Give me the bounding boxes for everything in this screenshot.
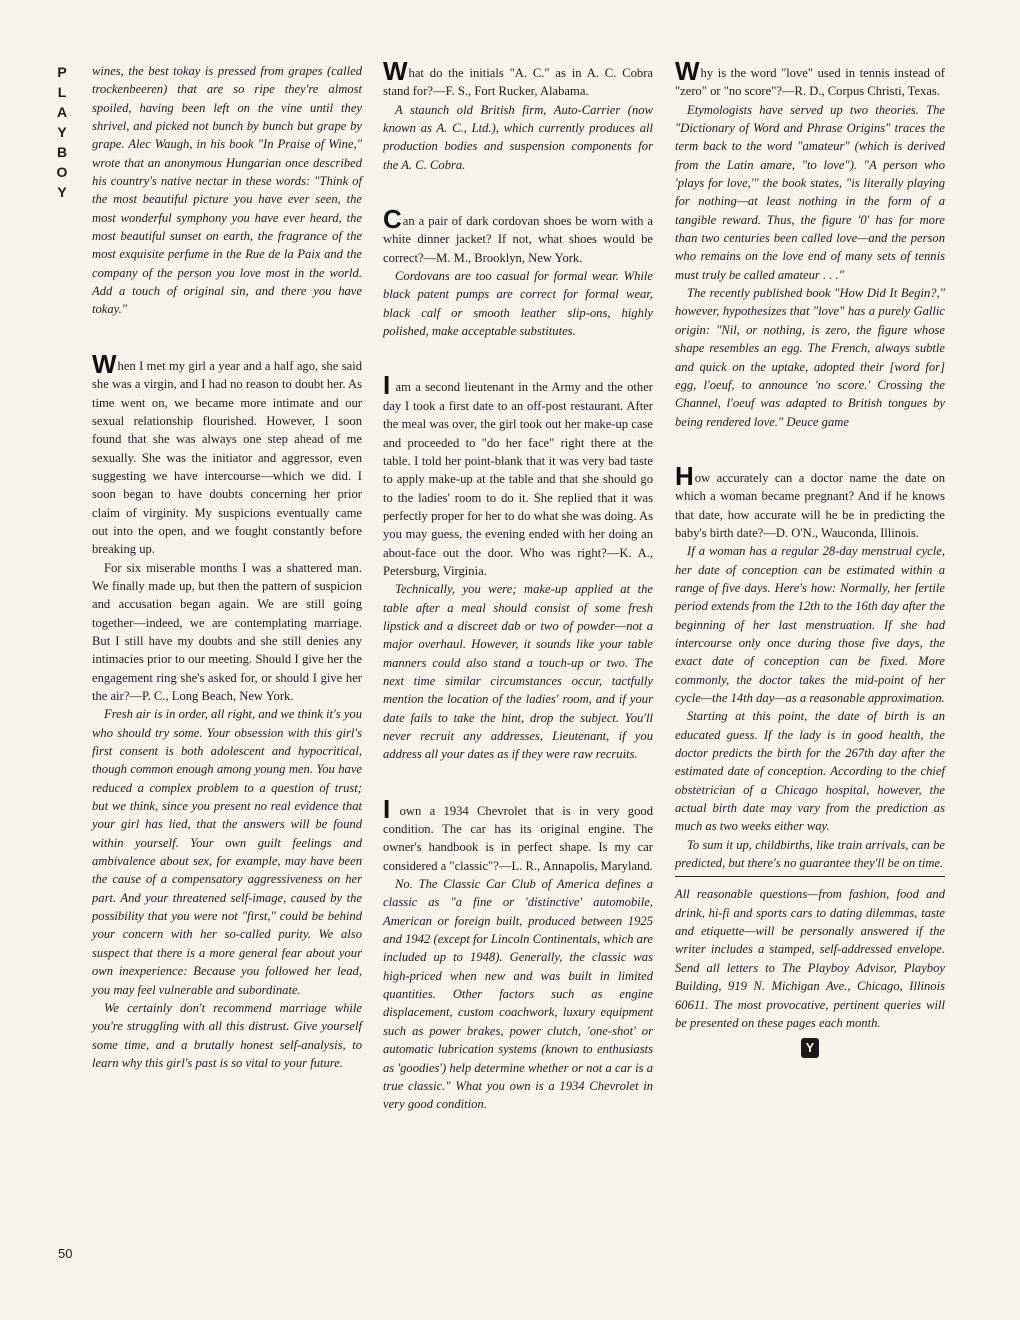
drop-initial: C (383, 204, 402, 235)
column-1 (92, 62, 362, 1072)
advisor-note: All reasonable questions—from fashion, food and drink, hi-fi and sports cars to dating dilemmas, taste and etiquette—will be personally answered if the writer includes a stamped, self-addressed envelope. Send all letters to The Playboy Advisor, Playboy Building, 919 N. Michigan Ave., Chicago, Illinois 60611. The most provocative, pertinent queries will be presented on these pages each month. (675, 887, 945, 1030)
question-ac-cobra (383, 56, 653, 101)
question-make-up (383, 370, 653, 580)
masthead: P L A Y B O Y (56, 64, 68, 200)
question-text: hen I met my girl a year and a half ago, she said she was a virgin, and I had no reason to doubt her. As time went on, we became more intimate and our sexual relationship flourished. However, I soon found that she was always one step ahead of me sexually. She was the initiator and aggressor, even suggesting we have intercourse—which we did. I soon began to have doubts concerning her prior claim of virginity. My suspicions eventually came out into the open, and we fought constantly before breaking up. (92, 358, 362, 557)
answer-birth-date: If a woman has a regular 28-day menstrual cycle, her date of conception can be estimated within a range of five days. Here's how: Normally, her fertile period extends from the 12th to the 16th day after the beginning of her last menstruation. If she had intercourse only once during those five days, the exact date of conception can be fixed. More commonly, the doctor takes the mid-point of her cycle—the 14th day—as a reasonable approximation. (675, 544, 945, 705)
question-text: am a second lieutenant in the Army and the other day I took a first date to an off-post restaurant. After the meal was over, the girl took out her make-up case and proceeded to "do her face" right there at the table. I told her point-blank that it was very bad taste to apply make-up at the table and that she should go to the ladies' room to do it. She replied that it was perfectly proper for her to do what she was doing. As you may guess, the evening ended with her doing an about-face out the door. Who was right?—K. A., Petersburg, Virginia. (383, 380, 653, 578)
question-text: hy is the word "love" used in tennis instead of "zero" or "no score"?—R. D., Corpus Christi, Texas. (675, 66, 945, 99)
answer-virginity-continued: We certainly don't recommend marriage while you're struggling with all this distrust. Give yourself some time, and a brutally honest self-analysis, to learn why this girl's past is so vital to your future. (92, 1000, 362, 1070)
drop-initial: W (675, 56, 700, 86)
question-text: own a 1934 Chevrolet that is in very good condition. The car has its original engine. The owner's handbook is in perfect shape. Is my car considered a "classic"?—L. R., Annapolis, Maryland. (383, 803, 653, 873)
answer-tennis-love-continued: The recently published book "How Did It Begin?," however, hypothesizes that "love" has a purely Gallic origin: "Nil, or nothing, is zero, the figure whose shape resembles an egg. The French, always subtle and quick on the uptake, adopted their [word for] egg, l'oeuf, to announce 'no score.' Crossing the Channel, l'oeuf was adapted to British tongues by being rendered love." Deuce game (675, 286, 945, 429)
question-tennis-love (675, 56, 945, 101)
answer-cordovan-shoes: Cordovans are too casual for formal wear. While black patent pumps are correct for formal wear, black calf or smooth leather slip-ons, highly polished, make acceptable substitutes. (383, 269, 653, 339)
column-3 (675, 56, 945, 1058)
question-birth-date (675, 460, 945, 542)
rabbit-logo-icon: Y (801, 1038, 819, 1058)
divider (675, 876, 945, 877)
question-virginity (92, 348, 362, 559)
column-2 (383, 56, 653, 1114)
drop-initial: W (92, 348, 117, 379)
drop-initial: H (675, 460, 694, 491)
answer-ac-cobra: A staunch old British firm, Auto-Carrier (now known as A. C., Ltd.), which currently produces all production bodies and suspension components for the A. C. Cobra. (383, 102, 653, 172)
question-chevrolet (383, 793, 653, 875)
drop-initial: W (383, 56, 408, 86)
answer-birth-date-continued: Starting at this point, the date of birth is an educated guess. If the lady is in good health, the doctor predicts the birth for the 267th day after the estimated date of conception. According to the chief obstetrician of a Chicago hospital, however, the actual birth date may vary from the prediction as much as two weeks either way. (675, 709, 945, 834)
question-cordovan-shoes (383, 204, 653, 267)
question-text: ow accurately can a doctor name the date on which a woman became pregnant? And if he knows that date, how accurate will he be in predicting the baby's birth date?—D. O'N., Wauconda, Illinois. (675, 470, 945, 540)
drop-initial: I (383, 793, 391, 824)
page-number: 50 (58, 1246, 73, 1261)
answer-tennis-love: Etymologists have served up two theories. The "Dictionary of Word and Phrase Origins" traces the term back to the word "amateur" (which is derived from the Latin amare, "to love"). "A person who 'plays for love,'" the book states, "is literally playing for nothing—at least nothing in the form of a tangible reward. Thus, the figure '0' has for more than two centuries been called love—and the person who remains on the love end of many sets of tennis must truly be called amateur . . ." (675, 102, 945, 282)
answer-continued: wines, the best tokay is pressed from grapes (called trockenbeeren) that are so ripe they're almost spoiled, having been left on the vine until they shrivel, and picked not bunch by bunch but grape by grape. Alec Waugh, in his book "In Praise of Wine," wrote that an anonymous Hungarian once described his country's native nectar in these words: "Think of the most beautiful picture you have ever seen, the most wonderful symphony you have ever heard, the most beautiful sunset on earth, the fragrance of the most exquisite perfume in the Rue de la Paix and the company of the person you love most in the world. Add a touch of original sin, and there you have tokay." (92, 64, 362, 317)
drop-initial: I (383, 370, 391, 401)
answer-chevrolet: No. The Classic Car Club of America defines a classic as "a fine or 'distinctive' automobile, American or foreign built, produced between 1925 and 1942 (except for Lincoln Continentals, which are included up to 1948). Generally, the classic was high-priced when new and was built in limited quantities. Other factors such as engine displacement, custom coachwork, luxury equipment such as power brakes, power clutch, 'one-shot' or automatic lubrication systems (known to enthusiasts as 'goodies') help determine whether or not a car is a true classic." What you own is a 1934 Chevrolet in very good condition. (383, 877, 653, 1112)
question-text: an a pair of dark cordovan shoes be worn with a white dinner jacket? If not, what shoes would be correct?—M. M., Brooklyn, New York. (383, 214, 653, 265)
answer-virginity: Fresh air is in order, all right, and we think it's you who should try some. Your obsession with this girl's first consent is both adolescent and hypocritical, though common enough among young men. You have reduced a complex problem to a question of trust; but we think, since you present no real evidence that your girl has lied, that the answers will be found within yourself. Your own guilt feelings and ambivalence about sex, for example, may have been the cause of a compensatory aggressiveness on her part. And your threatened self-image, caused by the possibility that you were not "first," could be behind your concern with her so-called purity. We also suspect that there is a more general fear about your own inexperience: Because you followed her lead, you may feel vulnerable and subordinate. (92, 707, 362, 997)
question-text: hat do the initials "A. C." as in A. C. Cobra stand for?—F. S., Fort Rucker, Alabama. (383, 66, 653, 99)
question-virginity-continued: For six miserable months I was a shattered man. We finally made up, but then the pattern of suspicion and accusation began again. We are still going together—indeed, we are contemplating marriage. But I still have my doubts and she still denies any intimacies prior to our meeting. Should I give her the engagement ring she's asked for, or should I give her the air?—P. C., Long Beach, New York. (92, 560, 362, 703)
answer-make-up: Technically, you were; make-up applied at the table after a meal should consist of some fresh lipstick and a discreet dab or two of powder—not a major overhaul. However, it sounds like your table manners could also stand a touch-up or two. The next time similar circumstances occur, tactfully mention the location of the ladies' room, and if your date fails to take the hint, drop the subject. You'll never recruit any addresses, Lieutenant, if you address all your dates as if they were raw recruits. (383, 582, 653, 762)
answer-birth-date-summary: To sum it up, childbirths, like train arrivals, can be predicted, but there's no guarantee they'll be on time. (675, 837, 945, 871)
